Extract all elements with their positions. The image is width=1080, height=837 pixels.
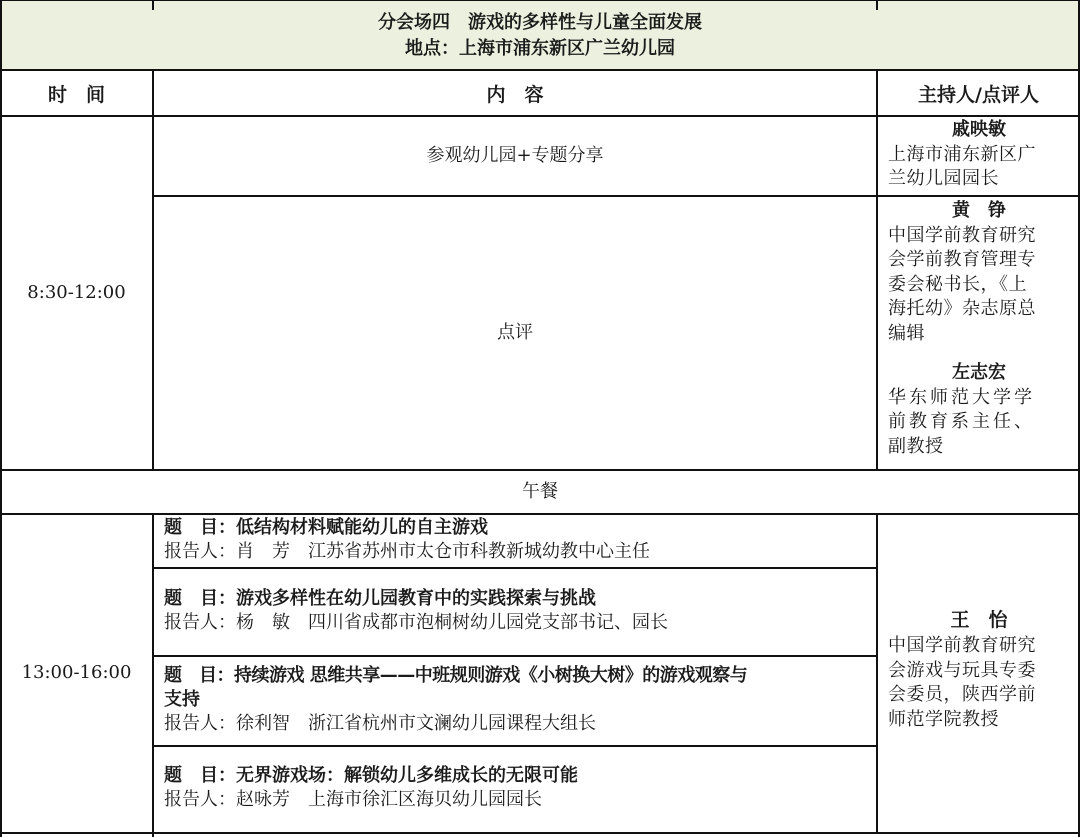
table-border [0,0,2,837]
table-border [152,513,154,837]
host-desc: 前教育系主任、 [888,411,1035,432]
morning-activity-2: 点评 [497,322,533,343]
host-desc: 兰幼儿园园长 [888,168,999,189]
morning-host-2 [888,199,1070,346]
table-border [0,832,1080,834]
table-border [153,655,877,657]
host-desc: 中国学前教育研究 [888,635,1036,656]
session-title: 分会场四 游戏的多样性与儿童全面发展 [378,12,702,33]
table-border [152,0,154,10]
session-header-text [0,8,1080,64]
table-border [0,115,1080,117]
talk-title: 题 目：持续游戏 思维共享——中班规则游戏《小树换大树》的游戏观察与 [164,665,748,686]
talk-1 [164,516,870,564]
morning-host-3 [888,361,1070,459]
host-desc: 编辑 [888,322,925,344]
host-name: 王 怡 [950,609,1008,631]
talk-2 [164,587,870,635]
host-desc: 会委员，陕西学前 [888,684,1036,705]
talk-reporter: 报告人：赵咏芳 上海市徐汇区海贝幼儿园园长 [164,789,542,810]
table-border [876,513,878,834]
morning-time: 8:30-12:00 [27,282,126,303]
host-desc: 师范学院教授 [888,708,999,730]
session-location: 地点：上海市浦东新区广兰幼儿园 [405,38,675,59]
table-border [153,567,877,569]
talk-title: 题 目：无界游戏场：解锁幼儿多维成长的无限可能 [164,765,578,786]
talk-title-cont: 支持 [164,689,200,710]
table-border [0,513,1080,515]
host-desc: 会学前教育管理专 [888,249,1036,270]
host-desc: 华东师范大学学 [888,386,1035,408]
header-time: 时 间 [47,83,105,106]
host-desc: 副教授 [888,435,944,457]
morning-host-1 [888,118,1070,192]
host-desc: 委会秘书长，《上 [888,273,1027,295]
talk-reporter: 报告人：肖 芳 江苏省苏州市太仓市科教新城幼教中心主任 [164,541,650,562]
talk-reporter: 报告人：杨 敏 四川省成都市泡桐树幼儿园党支部书记、园长 [164,612,668,633]
host-desc: 上海市浦东新区广 [888,143,1036,165]
talk-4 [164,764,870,812]
host-name: 黄 铮 [952,200,1006,221]
talk-3 [164,664,870,736]
table-border [876,0,878,10]
host-name: 戚映敏 [952,119,1006,140]
afternoon-host [888,606,1070,732]
afternoon-time: 13:00-16:00 [21,662,132,683]
header-content: 内 容 [486,83,544,106]
table-border [0,0,1080,1]
morning-activity-1: 参观幼儿园+专题分享 [426,145,604,166]
table-border [876,69,878,471]
table-border [0,469,1080,471]
host-desc: 中国学前教育研究 [888,224,1036,246]
host-desc: 海托幼》杂志原总 [888,298,1036,319]
talk-reporter: 报告人：徐利智 浙江省杭州市文澜幼儿园课程大组长 [164,713,596,734]
talk-title: 题 目：游戏多样性在幼儿园教育中的实践探索与挑战 [164,588,596,609]
table-border [152,69,154,471]
host-name: 左志宏 [952,362,1006,383]
table-border [153,195,1080,197]
header-host: 主持人/点评人 [918,83,1039,106]
host-desc: 会游戏与玩具专委 [888,659,1036,681]
table-border [153,745,877,747]
talk-title: 题 目：低结构材料赋能幼儿的自主游戏 [164,517,488,538]
table-border [0,69,1080,71]
lunch-row: 午餐 [522,481,558,502]
